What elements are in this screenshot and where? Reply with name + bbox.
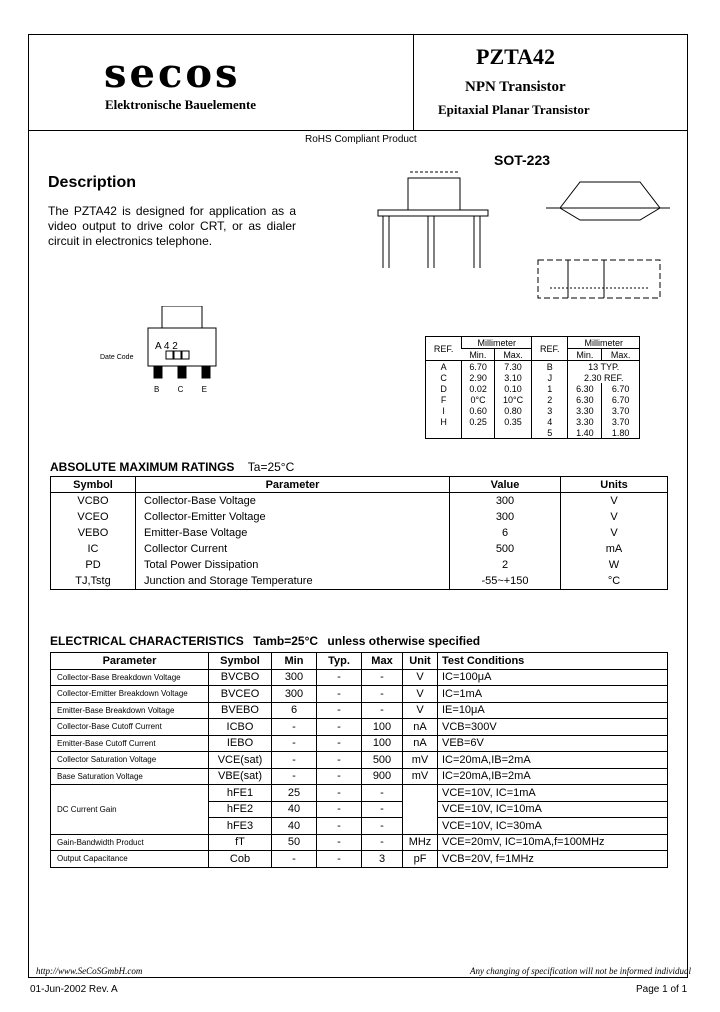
amr-value: 300 (450, 509, 561, 525)
ec-min: - (272, 735, 317, 752)
amr-parameter: Collector-Base Voltage (136, 493, 450, 510)
description-text: The PZTA42 is designed for application as a video output to drive color CRT, or as dialer circuit in electronics telephone. (48, 204, 296, 248)
dim-cell: F (440, 394, 447, 405)
ec-dc-gain-label: DC Current Gain (51, 785, 209, 835)
ec-parameter: Collector-Base Cutoff Current (51, 719, 209, 736)
dim-cell: 0°C (462, 394, 495, 405)
ec-parameter: Collector-Base Breakdown Voltage (51, 669, 209, 686)
transistor-type: NPN Transistor (465, 79, 566, 95)
ec-min: 50 (272, 834, 317, 851)
ec-max: - (362, 834, 403, 851)
ec-condition: IC=20mA,IB=2mA (438, 752, 668, 769)
dim-cell: 1.80 (602, 427, 640, 439)
amr-parameter: Collector-Emitter Voltage (136, 509, 450, 525)
amr-unit: W (561, 557, 668, 573)
pin-c-label: C (177, 385, 184, 394)
ec-header-min: Min (272, 653, 317, 670)
dim-cell: 3.30 (568, 405, 602, 416)
amr-value: 500 (450, 541, 561, 557)
description-heading: Description (48, 174, 137, 191)
dim-cell: 1.40 (568, 427, 602, 439)
ec-typ: - (317, 801, 362, 818)
dim-cell: H (440, 416, 447, 427)
footer-notice: Any changing of specification will not be informed individual (470, 966, 691, 976)
ec-max: - (362, 801, 403, 818)
amr-symbol: VCBO (51, 493, 136, 510)
electrical-condition: Tamb=25°C (253, 634, 319, 648)
dim-cell: 1 (532, 383, 568, 394)
ec-unit (403, 785, 438, 835)
ec-condition: VCE=10V, IC=30mA (438, 818, 668, 835)
dim-min-header: Min. (462, 349, 495, 361)
date-code-label: Date Code (100, 354, 134, 361)
ec-parameter: Emitter-Base Cutoff Current (51, 735, 209, 752)
ec-unit: MHz (403, 834, 438, 851)
company-logo: secos (104, 50, 241, 97)
dim-min-header-2: Min. (568, 349, 602, 361)
pin-e-label: E (201, 385, 207, 394)
amr-parameter: Emitter-Base Voltage (136, 525, 450, 541)
ec-symbol: ICBO (209, 719, 272, 736)
amr-parameter: Collector Current (136, 541, 450, 557)
amr-header-units: Units (561, 477, 668, 493)
ec-header-conditions: Test Conditions (438, 653, 668, 670)
dim-cell: 6.30 (568, 383, 602, 394)
dim-cell: 3.70 (602, 416, 640, 427)
dim-cell: 3.30 (568, 416, 602, 427)
abs-max-title-text: ABSOLUTE MAXIMUM RATINGS (50, 460, 235, 474)
ec-condition: VCB=20V, f=1MHz (438, 851, 668, 868)
dim-cell: 6.70 (602, 394, 640, 405)
header-vertical-divider (413, 34, 414, 130)
ec-max: - (362, 785, 403, 802)
ec-symbol: BVCBO (209, 669, 272, 686)
dim-max-header: Max. (494, 349, 531, 361)
dim-cell (462, 427, 495, 439)
dim-cell: 2 (532, 394, 568, 405)
ec-symbol: VCE(sat) (209, 752, 272, 769)
ec-symbol: VBE(sat) (209, 768, 272, 785)
ec-max: 100 (362, 735, 403, 752)
package-drawing (370, 168, 670, 318)
dim-cell: 2.90 (462, 372, 495, 383)
ec-unit: nA (403, 719, 438, 736)
amr-value: 300 (450, 493, 561, 510)
amr-unit: V (561, 493, 668, 510)
ec-max: - (362, 818, 403, 835)
dim-cell: B (532, 361, 568, 373)
dim-cell (494, 427, 531, 439)
ec-symbol: hFE1 (209, 785, 272, 802)
electrical-table (50, 652, 668, 868)
dim-cell (426, 427, 462, 439)
dim-cell: 10°C (494, 394, 531, 405)
electrical-condition-2: unless otherwise specified (327, 634, 481, 648)
amr-symbol: TJ,Tstg (51, 573, 136, 590)
ec-condition: VEB=6V (438, 735, 668, 752)
dimensions-table (425, 336, 640, 439)
ec-typ: - (317, 768, 362, 785)
ec-typ: - (317, 735, 362, 752)
dim-cell: 6.30 (568, 394, 602, 405)
ec-max: 900 (362, 768, 403, 785)
amr-symbol: VEBO (51, 525, 136, 541)
ec-unit: mV (403, 752, 438, 769)
dim-cell: 6.70 (462, 361, 495, 373)
dim-cell: D (440, 383, 447, 394)
dim-unit-header-2: Millimeter (568, 337, 640, 349)
dim-cell: 0.35 (494, 416, 531, 427)
ec-condition: VCE=10V, IC=10mA (438, 801, 668, 818)
ec-unit: nA (403, 735, 438, 752)
marking-code: A 4 2 (155, 341, 178, 352)
transistor-subtype: Epitaxial Planar Transistor (438, 102, 590, 117)
amr-unit: V (561, 509, 668, 525)
dim-cell: I (442, 405, 445, 416)
amr-value: 6 (450, 525, 561, 541)
abs-max-title (50, 460, 294, 474)
dim-cell: 0.10 (494, 383, 531, 394)
ec-min: - (272, 768, 317, 785)
ec-header-max: Max (362, 653, 403, 670)
dim-cell: C (440, 372, 447, 383)
ec-min: 40 (272, 801, 317, 818)
pin-labels (154, 385, 207, 394)
dim-cell: 4 (532, 416, 568, 427)
ec-symbol: Cob (209, 851, 272, 868)
ec-unit: V (403, 669, 438, 686)
company-name: Elektronische Bauelemente (105, 97, 257, 112)
package-name: SOT-223 (494, 152, 551, 168)
abs-max-condition: Ta=25°C (247, 460, 295, 474)
dim-cell: 7.30 (494, 361, 531, 373)
amr-unit: mA (561, 541, 668, 557)
ec-header-parameter: Parameter (51, 653, 209, 670)
dim-cell: 3.70 (602, 405, 640, 416)
ec-min: - (272, 851, 317, 868)
ec-typ: - (317, 752, 362, 769)
ec-condition: VCE=20mV, IC=10mA,f=100MHz (438, 834, 668, 851)
ec-parameter: Gain-Bandwidth Product (51, 834, 209, 851)
ec-symbol: hFE2 (209, 801, 272, 818)
ec-min: 40 (272, 818, 317, 835)
electrical-title (50, 634, 480, 648)
dim-ref-header-1: REF. (426, 337, 462, 361)
ec-typ: - (317, 834, 362, 851)
marking-diagram (140, 306, 230, 386)
ec-unit: V (403, 686, 438, 703)
ec-max: 3 (362, 851, 403, 868)
amr-value: -55~+150 (450, 573, 561, 590)
dim-cell: J (532, 372, 568, 383)
dim-cell: 0.25 (462, 416, 495, 427)
ec-symbol: BVEBO (209, 702, 272, 719)
amr-unit: °C (561, 573, 668, 590)
ec-typ: - (317, 669, 362, 686)
ec-parameter: Output Capacitance (51, 851, 209, 868)
header-divider (28, 130, 688, 131)
ec-condition: IC=1mA (438, 686, 668, 703)
ec-unit: mV (403, 768, 438, 785)
dim-cell: 0.02 (462, 383, 495, 394)
part-number: PZTA42 (476, 44, 556, 69)
ec-symbol: IEBO (209, 735, 272, 752)
amr-header-value: Value (450, 477, 561, 493)
ec-unit: pF (403, 851, 438, 868)
amr-parameter: Junction and Storage Temperature (136, 573, 450, 590)
ec-min: 300 (272, 669, 317, 686)
ec-header-symbol: Symbol (209, 653, 272, 670)
ec-min: - (272, 719, 317, 736)
dim-cell: A (440, 361, 447, 372)
ec-header-unit: Unit (403, 653, 438, 670)
ec-symbol: BVCEO (209, 686, 272, 703)
ec-condition: IE=10μA (438, 702, 668, 719)
ec-typ: - (317, 818, 362, 835)
dim-cell: 2.30 REF. (568, 372, 640, 383)
amr-header-parameter: Parameter (136, 477, 450, 493)
dim-cell: 0.60 (462, 405, 495, 416)
amr-symbol: PD (51, 557, 136, 573)
amr-parameter: Total Power Dissipation (136, 557, 450, 573)
ec-max: - (362, 669, 403, 686)
rohs-note: RoHS Compliant Product (305, 134, 417, 145)
ec-parameter: Collector Saturation Voltage (51, 752, 209, 769)
ec-symbol: hFE3 (209, 818, 272, 835)
ec-condition: IC=20mA,IB=2mA (438, 768, 668, 785)
ec-typ: - (317, 851, 362, 868)
abs-max-table (50, 476, 668, 590)
dim-cell: 3.10 (494, 372, 531, 383)
ec-condition: IC=100μA (438, 669, 668, 686)
dim-unit-header-1: Millimeter (462, 337, 532, 349)
ec-symbol: fT (209, 834, 272, 851)
ec-typ: - (317, 702, 362, 719)
ec-header-typ: Typ. (317, 653, 362, 670)
ec-condition: VCB=300V (438, 719, 668, 736)
ec-typ: - (317, 686, 362, 703)
dim-cell: 0.80 (494, 405, 531, 416)
dim-cell: 5 (532, 427, 568, 439)
ec-max: 500 (362, 752, 403, 769)
amr-symbol: VCEO (51, 509, 136, 525)
dim-max-header-2: Max. (602, 349, 640, 361)
ec-max: 100 (362, 719, 403, 736)
ec-typ: - (317, 785, 362, 802)
amr-value: 2 (450, 557, 561, 573)
ec-min: 6 (272, 702, 317, 719)
amr-unit: V (561, 525, 668, 541)
ec-max: - (362, 686, 403, 703)
pin-b-label: B (154, 385, 160, 394)
ec-unit: V (403, 702, 438, 719)
dim-ref-header-2: REF. (532, 337, 568, 361)
ec-parameter: Base Saturation Voltage (51, 768, 209, 785)
dim-cell: 13 TYP. (568, 361, 640, 373)
ec-min: 300 (272, 686, 317, 703)
ec-parameter: Emitter-Base Breakdown Voltage (51, 702, 209, 719)
amr-header-symbol: Symbol (51, 477, 136, 493)
footer-page: Page 1 of 1 (636, 984, 688, 995)
footer-date: 01-Jun-2002 Rev. A (30, 984, 118, 995)
amr-symbol: IC (51, 541, 136, 557)
ec-parameter: Collector-Emitter Breakdown Voltage (51, 686, 209, 703)
dim-cell: 3 (532, 405, 568, 416)
ec-typ: - (317, 719, 362, 736)
ec-max: - (362, 702, 403, 719)
ec-min: - (272, 752, 317, 769)
dim-cell: 6.70 (602, 383, 640, 394)
ec-condition: VCE=10V, IC=1mA (438, 785, 668, 802)
ec-min: 25 (272, 785, 317, 802)
electrical-title-text: ELECTRICAL CHARACTERISTICS (50, 634, 244, 648)
footer-url[interactable]: http://www.SeCoSGmbH.com (36, 966, 143, 976)
